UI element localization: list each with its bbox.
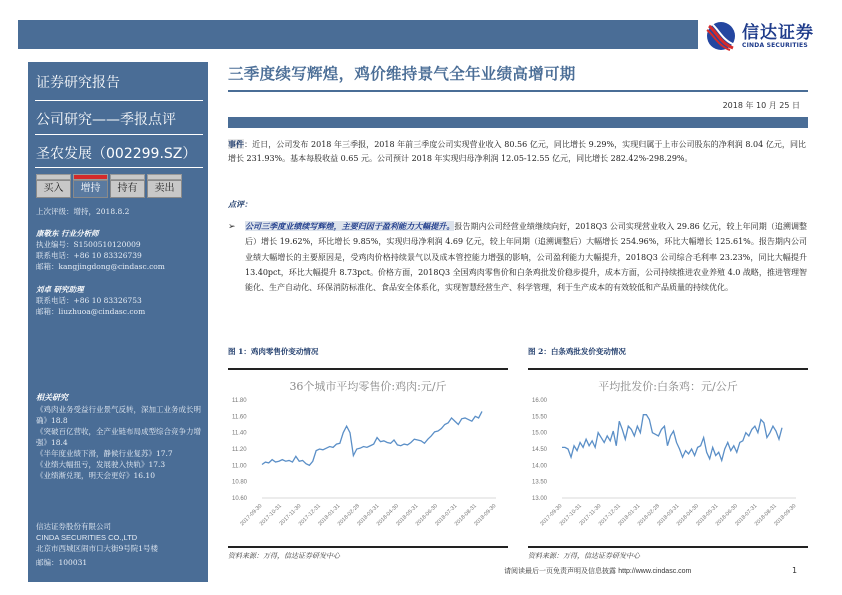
sidebar-divider — [35, 134, 203, 135]
figure-1 — [228, 346, 508, 561]
figure-1-caption: 图 1：鸡肉零售价变动情况 — [228, 347, 319, 356]
analyst-1-name: 康敬东 行业分析师 — [36, 229, 99, 238]
analyst-1 — [36, 228, 165, 272]
related-item[interactable]: 《半年度业绩下滑，静候行业复苏》17.7 — [36, 449, 173, 458]
comment-paragraph — [245, 219, 807, 295]
svg-text:2018-04-30: 2018-04-30 — [675, 503, 700, 528]
related-item[interactable]: 《业绩渐兑现，明天会更好》16.10 — [36, 471, 155, 480]
cinda-logo — [706, 16, 836, 56]
svg-text:16.00: 16.00 — [532, 398, 548, 404]
svg-text:2018-03-31: 2018-03-31 — [656, 503, 681, 528]
related-research — [36, 392, 204, 481]
svg-text:2017-12-31: 2017-12-31 — [597, 503, 622, 528]
section-band — [228, 117, 808, 128]
svg-text:2018-09-30: 2018-09-30 — [773, 503, 798, 528]
report-category: 公司研究——季报点评 — [36, 112, 176, 128]
rating-buy: 买入 — [36, 174, 71, 198]
svg-text:2017-10-31: 2017-10-31 — [258, 503, 283, 528]
analyst-2-name: 刘卓 研究助理 — [36, 285, 84, 294]
event-label: 事件 — [228, 139, 245, 149]
svg-text:2018-05-31: 2018-05-31 — [395, 503, 420, 528]
previous-rating: 上次评级：增持，2018.8.2 — [36, 207, 130, 216]
related-research-title: 相关研究 — [36, 392, 68, 402]
report-type: 证券研究报告 — [36, 75, 120, 91]
svg-text:13.00: 13.00 — [532, 496, 548, 502]
report-date: 2018 年 10 月 25 日 — [722, 101, 800, 110]
bullet-arrow-icon: ➢ — [228, 222, 236, 232]
svg-text:2018-08-31: 2018-08-31 — [453, 503, 478, 528]
svg-text:2018-02-28: 2018-02-28 — [336, 503, 361, 528]
related-item[interactable]: 《突破百亿营收，全产业链布局成型综合竞争力增 — [36, 427, 201, 436]
rating-overweight: 增持 — [73, 174, 108, 198]
svg-text:2017-11-30: 2017-11-30 — [578, 503, 603, 528]
figure-1-source: 资料来源：万得，信达证券研发中心 — [228, 552, 340, 560]
analyst-2-phone: 联系电话：+86 10 83326753 — [36, 296, 142, 305]
svg-text:2018-02-28: 2018-02-28 — [636, 503, 661, 528]
company-info — [36, 521, 158, 568]
analyst-2-email[interactable]: 邮箱：liuzhuoa@cindasc.com — [36, 307, 146, 316]
stock-name: 圣农发展（002299.SZ） — [36, 146, 197, 162]
company-address: 北京市西城区闹市口大街9号院1号楼 — [36, 544, 159, 553]
page-title: 三季度续写辉煌，鸡价维持景气全年业绩高增可期 — [228, 65, 576, 83]
svg-text:14.00: 14.00 — [532, 463, 548, 470]
chart-2-plot — [528, 394, 808, 542]
related-item[interactable]: 确》18.8 — [36, 416, 68, 425]
footer-disclaimer[interactable]: 请阅读最后一页免责声明及信息披露 — [504, 567, 616, 575]
event-text: ：近日，公司发布 2018 年三季报，2018 年前三季度公司实现营业收入 80.56 亿元，同比增长 9.29%，实现归属于上市公司股东的净利润 8.04 亿元，同比增长 231.93%。基本每股收益 0.65 元。公司预计 2018 年实现归母净利润 12.05-12.55 亿元，同比增长 282.42%-298.29%。 — [228, 140, 807, 163]
analyst-1-cert: 执业编号：S1500510120009 — [36, 240, 141, 249]
svg-text:2018-01-31: 2018-01-31 — [617, 503, 642, 528]
rating-hold: 持有 — [110, 174, 145, 198]
sidebar-divider — [35, 100, 203, 101]
analyst-2 — [36, 284, 145, 317]
page-number: 1 — [792, 566, 798, 575]
svg-text:15.00: 15.00 — [532, 430, 548, 437]
figure-2 — [528, 346, 808, 561]
title-divider — [228, 90, 808, 92]
logo-cn-text: 信达证券 — [742, 22, 814, 43]
svg-text:14.50: 14.50 — [532, 447, 548, 453]
svg-text:2018-04-30: 2018-04-30 — [375, 503, 400, 528]
rating-scale — [36, 174, 182, 198]
company-name-en: CINDA SECURITIES CO.,LTD — [36, 533, 138, 542]
svg-text:2018-07-31: 2018-07-31 — [434, 503, 459, 528]
related-item[interactable]: 《业绩大幅扭亏，发展驶入快轨》17.3 — [36, 460, 166, 469]
svg-text:2018-06-30: 2018-06-30 — [714, 503, 739, 528]
sidebar — [28, 62, 208, 582]
footer-url[interactable]: http://www.cindasc.com — [618, 568, 692, 575]
analyst-1-phone: 联系电话：+86 10 83326739 — [36, 251, 142, 260]
company-name-cn: 信达证券股份有限公司 — [36, 522, 111, 531]
chart-1-plot — [228, 394, 508, 542]
svg-text:11.80: 11.80 — [232, 398, 247, 404]
chart-2-title: 平均批发价:白条鸡：元/公斤 — [598, 380, 738, 393]
header-band — [18, 20, 698, 49]
svg-text:2017-09-30: 2017-09-30 — [539, 503, 564, 528]
svg-text:11.60: 11.60 — [232, 414, 247, 421]
comment-text: 报告期内公司经营业绩继续向好，2018Q3 公司实现营业收入 29.86 亿元，较上年同期（追溯调整后）增长 19.62%，环比增长 9.85%，实现归母净利润 4.69 亿元，较上年同期（追溯调整后）大幅增长 254.96%，环比大幅增长 125.61%。报告期内公司业绩大幅增长的主要原因是，受鸡肉价格持续景气以及成本管控能力增强的影响，公司盈利能力大幅提升，2018Q3 公司综合毛利率 23.23%，同比大幅提升 13.40pct，环比大幅提升 8.73pct。价格方面，2018Q3 全国鸡肉零售价和白条鸡批发价稳步提升，成本方面，公司持续推进农业养殖 4.0 战略，推进管理智能化、生产自动化、环保消防标准化、食品安全体系化，实现智慧经营生产、科学管理，利于生产成本的有效较低和产品质量的持续优化。 — [245, 222, 807, 293]
event-paragraph — [228, 138, 806, 165]
rating-sell: 卖出 — [147, 174, 182, 198]
svg-text:2018-09-30: 2018-09-30 — [473, 503, 498, 528]
svg-text:10.80: 10.80 — [232, 479, 248, 486]
svg-text:2018-08-31: 2018-08-31 — [753, 503, 778, 528]
comment-highlight: 公司三季度业绩续写辉煌，主要归因于盈利能力大幅提升。 — [245, 221, 455, 231]
svg-text:13.50: 13.50 — [532, 479, 548, 486]
svg-text:11.00: 11.00 — [232, 463, 247, 470]
svg-text:2017-12-31: 2017-12-31 — [297, 503, 322, 528]
svg-text:2017-09-30: 2017-09-30 — [239, 503, 264, 528]
cinda-logo-icon — [706, 21, 736, 51]
logo-en-text: CINDA SECURITIES — [742, 41, 808, 49]
chart-1-title: 36个城市平均零售价:鸡肉:元/斤 — [289, 380, 447, 393]
comment-label: 点评： — [228, 199, 252, 209]
svg-text:2018-05-31: 2018-05-31 — [695, 503, 720, 528]
analyst-1-email[interactable]: 邮箱：kangjingdong@cindasc.com — [36, 262, 165, 271]
svg-text:10.60: 10.60 — [232, 496, 248, 502]
svg-text:15.50: 15.50 — [532, 414, 548, 421]
company-postcode: 邮编：100031 — [36, 558, 88, 567]
svg-text:2018-01-31: 2018-01-31 — [317, 503, 342, 528]
related-item[interactable]: 《鸡肉业务受益行业景气反转，深加工业务成长明 — [36, 405, 201, 414]
svg-text:2017-10-31: 2017-10-31 — [558, 503, 583, 528]
figure-2-source: 资料来源：万得，信达证券研发中心 — [528, 552, 640, 560]
svg-text:2018-07-31: 2018-07-31 — [734, 503, 759, 528]
footer — [504, 566, 691, 576]
sidebar-divider — [35, 167, 203, 168]
svg-text:11.20: 11.20 — [232, 447, 247, 453]
svg-text:2018-03-31: 2018-03-31 — [356, 503, 381, 528]
svg-text:2018-06-30: 2018-06-30 — [414, 503, 439, 528]
related-item[interactable]: 强》18.4 — [36, 438, 68, 447]
svg-text:2017-11-30: 2017-11-30 — [278, 503, 303, 528]
svg-text:11.40: 11.40 — [232, 430, 247, 437]
figure-2-caption: 图 2：白条鸡批发价变动情况 — [528, 347, 626, 356]
